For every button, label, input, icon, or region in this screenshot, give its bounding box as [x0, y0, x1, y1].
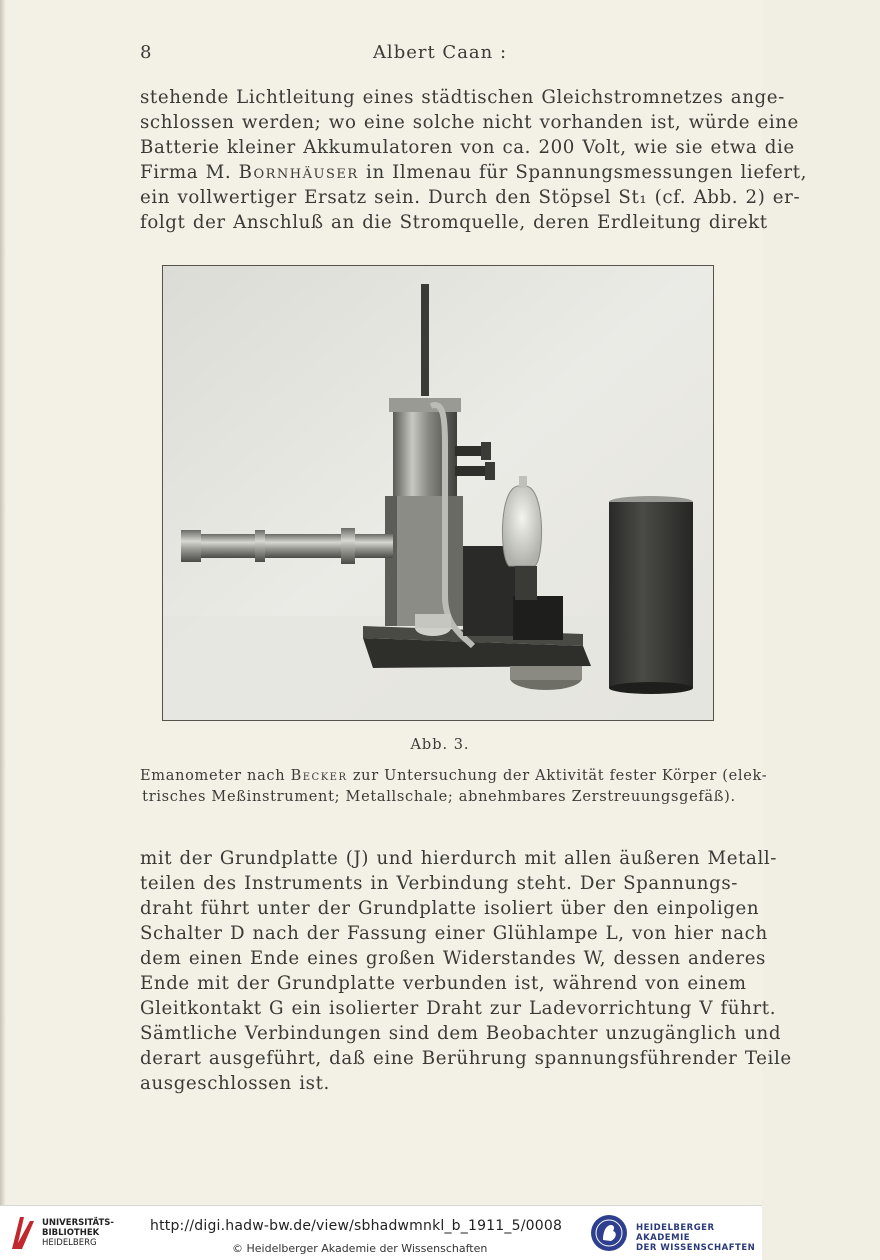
text-line: draht führt unter der Grundplatte isoliert über den einpoligen: [140, 898, 760, 919]
academy-name: [636, 1223, 762, 1253]
text-line: folgt der Anschluß an die Stromquelle, deren Erdleitung direkt: [140, 212, 768, 233]
text-line: Schalter D nach der Fassung einer Glühlampe L, von hier nach: [140, 923, 768, 944]
text-fragment: zur Untersuchung der Aktivität fester Körper (elek-: [347, 768, 768, 784]
text-fragment: Emanometer nach: [140, 768, 291, 784]
library-line: HEIDELBERG: [42, 1238, 97, 1248]
figure-photo-emanometer: [162, 265, 714, 721]
library-line: BIBLIOTHEK: [42, 1228, 100, 1238]
caption-line: [140, 766, 768, 787]
text-line: teilen des Instruments in Verbindung steht. Der Spannungs-: [140, 873, 739, 894]
paragraph-bottom: [140, 846, 792, 1096]
text-line: ein vollwertiger Ersatz sein. Durch den Stöpsel St₁ (cf. Abb. 2) er-: [140, 187, 801, 208]
university-library-name: [42, 1218, 114, 1248]
text-line: stehende Lichtleitung eines städtischen Gleichstromnetzes ange-: [140, 87, 785, 108]
university-library-logo-icon[interactable]: [8, 1213, 36, 1253]
text-fragment: in Ilmenau für Spannungsmessungen liefert,: [358, 162, 807, 183]
text-line: mit der Grundplatte (J) und hierdurch mit allen äußeren Metall-: [140, 848, 778, 869]
figure-label: Abb. 3.: [410, 737, 470, 753]
page-spine-shadow: [0, 0, 6, 1205]
author-name-becker: Becker: [290, 768, 348, 784]
text-line: derart ausgeführt, daß eine Berührung spannungsführender Teile: [140, 1048, 792, 1069]
running-head: Albert Caan :: [372, 42, 508, 63]
text-line: dem einen Ende eines großen Widerstandes W, dessen anderes: [140, 948, 766, 969]
library-line: UNIVERSITÄTS-: [42, 1218, 114, 1228]
text-line: Batterie kleiner Akkumulatoren von ca. 200 Volt, wie sie etwa die: [140, 137, 795, 158]
text-line: [140, 160, 807, 185]
emanometer-photograph: [163, 266, 713, 720]
text-line: schlossen werden; wo eine solche nicht vorhanden ist, würde eine: [140, 112, 799, 133]
caption-line: trisches Meßinstrument; Metallschale; abnehmbares Zerstreuungsgefäß).: [142, 789, 736, 805]
text-fragment: Firma M.: [140, 162, 239, 183]
permalink-url[interactable]: http://digi.hadw-bw.de/view/sbhadwmnkl_b_1911_5/0008: [150, 1218, 563, 1234]
author-name-bornhaeuser: Bornhäuser: [238, 162, 359, 183]
page-number: 8: [140, 42, 153, 63]
academy-seal-icon[interactable]: [590, 1214, 628, 1252]
text-line: Gleitkontakt G ein isolierter Draht zur Ladevorrichtung V führt.: [140, 998, 777, 1019]
copyright-notice: © Heidelberger Akademie der Wissenschaften: [232, 1242, 488, 1255]
academy-line: HEIDELBERGER AKADEMIE: [636, 1223, 715, 1243]
figure-caption: [140, 766, 768, 808]
viewer-footer: [0, 1205, 762, 1260]
paragraph-top: [140, 85, 807, 235]
text-line: Sämtliche Verbindungen sind dem Beobachter unzugänglich und: [140, 1023, 782, 1044]
text-line: Ende mit der Grundplatte verbunden ist, während von einem: [140, 973, 747, 994]
page-header: [0, 42, 762, 66]
academy-line: DER WISSENSCHAFTEN: [636, 1243, 756, 1253]
text-line: ausgeschlossen ist.: [140, 1073, 330, 1094]
